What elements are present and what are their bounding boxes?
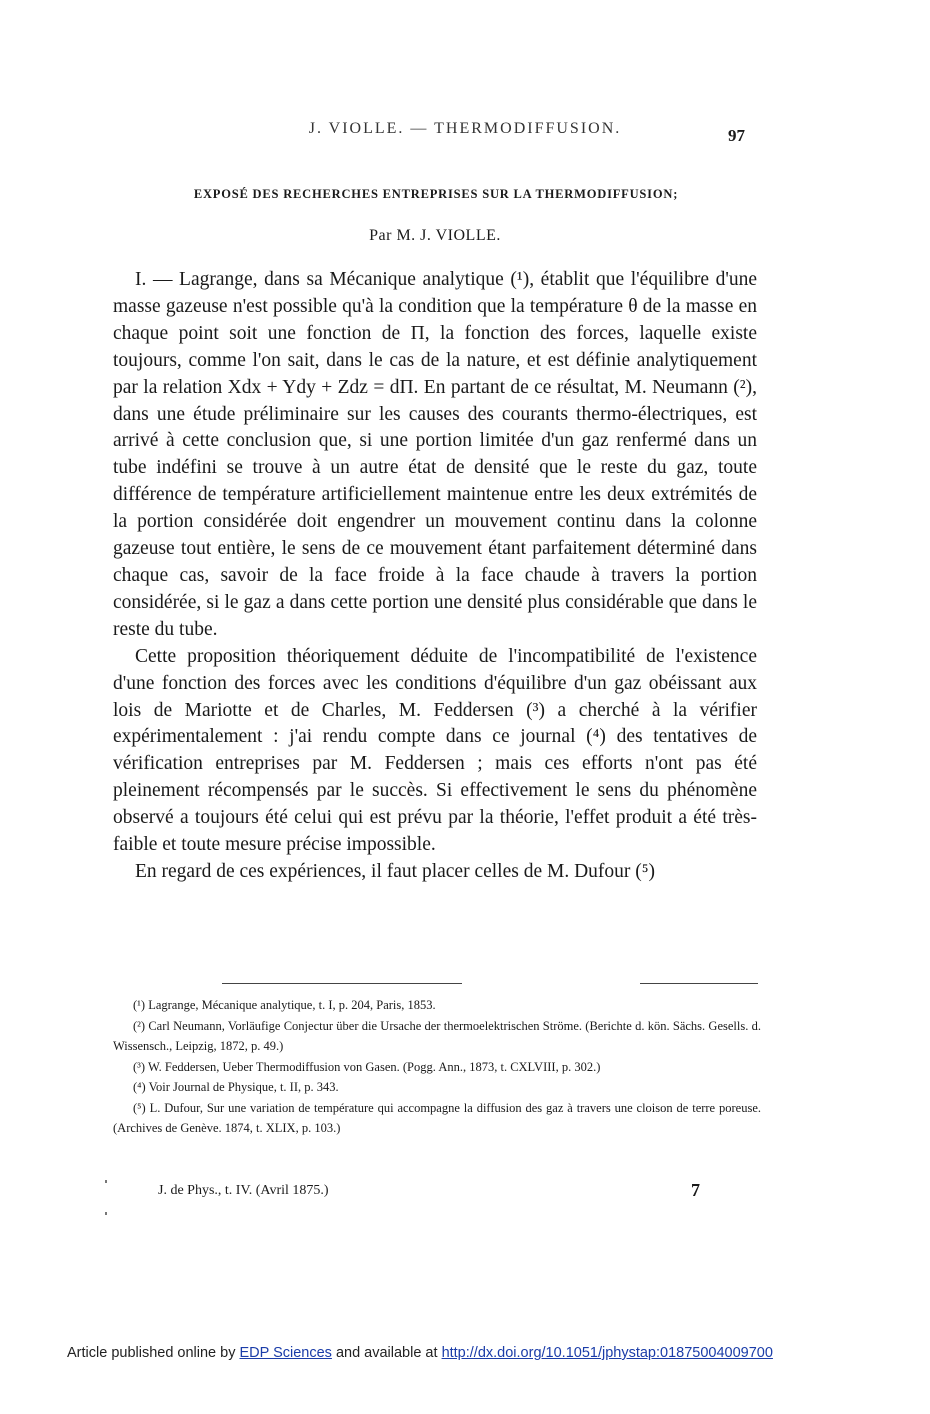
paragraph: Cette proposition théoriquement déduite de l'incompatibilité de l'existence d'une fonction des forces avec les conditions d'équilibre d'un gaz obéissant aux lois de Mariotte et de Charles, M. Feddersen (³) a cherché à la vérifier expérimentalement : j'ai rendu compte dans ce journal (⁴) des tentatives de vérification entreprises par M. Feddersen ; mais ces efforts n'ont pas été pleinement récompensés par le succès. Si effectivement le sens du phénomène observé a toujours été celui qui est prévu par la théorie, l'effet produit a été très-faible et toute mesure précise impossible. xyxy=(113,645,757,856)
footnote: (¹) Lagrange, Mécanique analytique, t. I, p. 204, Paris, 1853. xyxy=(133,998,436,1012)
page-number: 97 xyxy=(728,126,745,145)
banner-middle: and available at xyxy=(331,1345,442,1361)
scan-mark xyxy=(105,1180,107,1183)
paragraph: En regard de ces expériences, il faut placer celles de M. Dufour (⁵) xyxy=(135,860,656,882)
publisher-link[interactable]: EDP Sciences xyxy=(239,1345,332,1361)
footnote-rule xyxy=(640,983,758,984)
footnote: (⁵) L. Dufour, Sur une variation de température qui accompagne la diffusion des gaz à travers une cloison de terre poreuse. (Archives de Genève. 1874, t. XLIX, p. 103.) xyxy=(113,1100,761,1135)
footnotes xyxy=(113,995,761,1139)
footnote: (²) Carl Neumann, Vorläufige Conjectur über die Ursache der thermoelektrischen Ströme. (Berichte d. kön. Sächs. Gesells. d. Wissensch., Leipzig, 1872, p. 49.) xyxy=(113,1018,761,1053)
signature-mark: 7 xyxy=(691,1180,700,1200)
banner-prefix: Article published online by xyxy=(67,1345,240,1361)
doi-link[interactable]: http://dx.doi.org/10.1051/jphystap:01875004009700 xyxy=(441,1345,773,1361)
byline: Par M. J. VIOLLE. xyxy=(369,227,501,244)
running-head: J. VIOLLE. — THERMODIFFUSION. xyxy=(308,120,622,137)
footnote: (³) W. Feddersen, Ueber Thermodiffusion von Gasen. (Pogg. Ann., 1873, t. CXLVIII, p. 302.) xyxy=(133,1059,601,1074)
journal-reference: J. de Phys., t. IV. (Avril 1875.) xyxy=(158,1183,329,1198)
footnote: (⁴) Voir Journal de Physique, t. II, p. 343. xyxy=(133,1080,339,1094)
article-body xyxy=(113,267,757,886)
paragraph: I. — Lagrange, dans sa Mécanique analytique (¹), établit que l'équilibre d'une masse gazeuse n'est possible qu'à la condition que la température θ de la masse en chaque point soit une fonction de Π, la fonction des forces, laquelle existe toujours, comme l'on sait, dans le cas de la nature, et est définie analytiquement par la relation Xdx + Ydy + Zdz = dΠ. En partant de ce résultat, M. Neumann (²), dans une étude préliminaire sur les causes des courants thermo-électriques, est arrivé à cette conclusion que, si une portion limitée d'un gaz renfermé dans un tube indéfini se trouve à un autre état de densité que le reste du gaz, toute différence de température artificiellement maintenue entre les deux extrémités de la portion considérée doit engendrer un mouvement continu dans la colonne gazeuse tout entière, le sens de ce mouvement étant parfaitement déterminé dans chaque cas, savoir de la face froide à la face chaude à travers la portion considérée, si le gaz a dans cette portion une densité plus considérable que dans le reste du tube. xyxy=(113,269,757,640)
publication-banner xyxy=(67,1345,773,1361)
article-title: EXPOSÉ DES RECHERCHES ENTREPRISES SUR LA THERMODIFFUSION; xyxy=(193,187,679,201)
footnote-rule xyxy=(222,983,462,984)
scan-mark xyxy=(105,1212,107,1215)
